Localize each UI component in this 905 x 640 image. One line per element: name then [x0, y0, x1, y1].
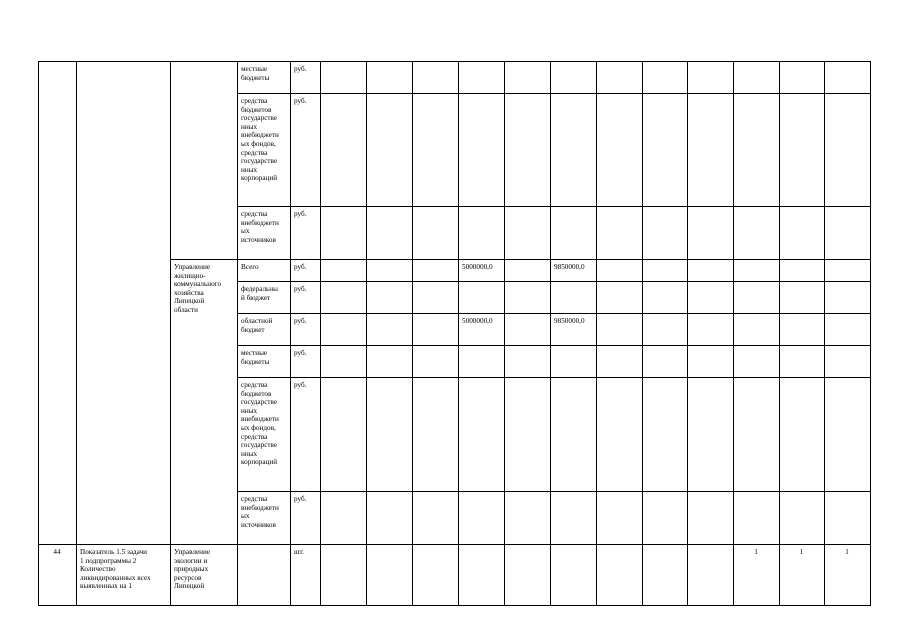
value-cell: 1 [754, 548, 758, 556]
row-border [237, 491, 870, 492]
unit-cell: руб. [294, 65, 307, 73]
executor-cell: Управление жилищно- коммунального хозяйства Липецкой области [174, 263, 222, 314]
value-cell: 1 [799, 548, 804, 556]
column-border [504, 61, 505, 606]
unit-cell: руб. [294, 285, 307, 293]
column-border [687, 61, 688, 606]
funding-source-cell: федеральны й бюджет [241, 285, 278, 302]
table-left-border [38, 61, 39, 606]
row-border [170, 544, 870, 545]
column-border [642, 61, 643, 606]
row-border [170, 259, 870, 260]
funding-source-cell: местные бюджеты [241, 65, 270, 82]
funding-source-cell: средства бюджетов государстве нных внебюджетн ых фондов, средства государстве нных корпораций [241, 97, 279, 183]
value-cell: 9850000,0 [554, 317, 585, 325]
unit-cell: руб. [294, 349, 307, 357]
table-right-border [870, 61, 871, 606]
row-border [237, 377, 870, 378]
column-border [412, 61, 413, 606]
column-border [824, 61, 825, 606]
row-border [237, 281, 870, 282]
table-bottom-border [38, 605, 870, 606]
indicator-name: Показатель 1.5 задачи 1 подпрограммы 2 Количество ликвидированных всех выявленных на 1 [80, 548, 151, 591]
row-border [237, 93, 870, 94]
column-border [596, 61, 597, 606]
column-border [237, 61, 238, 606]
unit-cell: руб. [294, 97, 307, 105]
row-border [237, 206, 870, 207]
unit-cell: шт. [294, 548, 304, 556]
funding-source-cell: областной бюджет [241, 317, 273, 334]
column-border [779, 61, 780, 606]
column-border [733, 61, 734, 606]
unit-cell: руб. [294, 495, 307, 503]
funding-source-cell: Всего [241, 263, 259, 271]
column-border [458, 61, 459, 606]
column-border [320, 61, 321, 606]
value-cell: 5000000,0 [462, 263, 493, 271]
unit-cell: руб. [294, 263, 307, 271]
row-border [237, 313, 870, 314]
column-border [366, 61, 367, 606]
funding-source-cell: местные бюджеты [241, 349, 270, 366]
funding-source-cell: средства внебюджетн ых источников [241, 210, 279, 244]
column-border [170, 61, 171, 606]
table-top-border [38, 61, 870, 62]
executor-cell: Управление экологии и природных ресурсов Липецкой [174, 548, 211, 591]
row-border [237, 345, 870, 346]
value-cell: 5000000,0 [462, 317, 493, 325]
value-cell: 9850000,0 [554, 263, 585, 271]
column-border [76, 61, 77, 606]
column-border [550, 61, 551, 606]
column-border [290, 61, 291, 606]
row-border [38, 544, 170, 545]
unit-cell: руб. [294, 317, 307, 325]
funding-source-cell: средства бюджетов государстве нных внебюджетн ых фондов, средства государстве нных корпораций [241, 381, 279, 467]
funding-source-cell: средства внебюджетн ых источников [241, 495, 279, 529]
unit-cell: руб. [294, 210, 307, 218]
row-number: 44 [53, 548, 61, 556]
unit-cell: руб. [294, 381, 307, 389]
value-cell: 1 [845, 548, 849, 556]
